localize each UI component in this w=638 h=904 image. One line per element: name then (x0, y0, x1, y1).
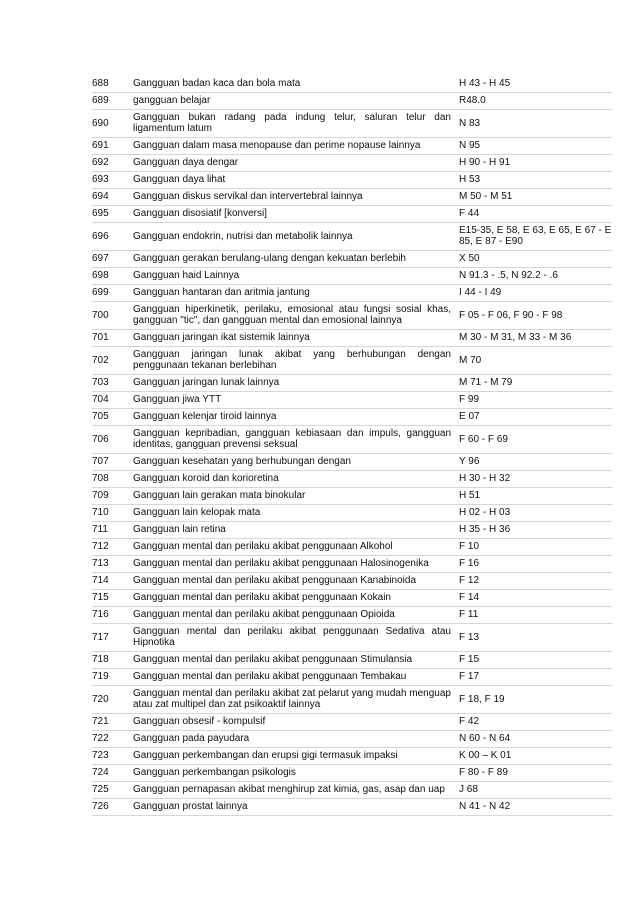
row-number: 700 (92, 309, 109, 321)
table-row (92, 782, 612, 799)
row-number: 708 (92, 473, 109, 484)
icd-code: F 13 (459, 631, 480, 643)
icd-code: R48.0 (459, 95, 486, 106)
row-number: 703 (92, 377, 109, 388)
icd-code: F 42 (459, 716, 480, 727)
icd-code: M 70 (459, 354, 482, 366)
table-row (92, 454, 612, 471)
disease-name: Gangguan jaringan ikat sistemik lainnya (133, 332, 310, 343)
table-row (92, 268, 612, 285)
table-row (92, 731, 612, 748)
table-row (92, 624, 612, 652)
table-row (92, 652, 612, 669)
disease-name: Gangguan mental dan perilaku akibat penggunaan Halosinogenika (133, 558, 429, 569)
row-number: 716 (92, 609, 109, 620)
table-row (92, 765, 612, 782)
icd-code: M 30 - M 31, M 33 - M 36 (459, 332, 572, 343)
table-row (92, 426, 612, 454)
icd-code: H 43 - H 45 (459, 78, 511, 89)
row-number: 713 (92, 558, 109, 569)
table-row (92, 590, 612, 607)
icd-code: F 60 - F 69 (459, 433, 508, 445)
icd-code: H 51 (459, 490, 481, 501)
disease-name: Gangguan mental dan perilaku akibat penggunaan Kanabinoida (133, 575, 417, 586)
row-number: 692 (92, 157, 109, 168)
row-number: 719 (92, 671, 109, 682)
disease-name: Gangguan endokrin, nutrisi dan metabolik lainnya (133, 230, 353, 242)
disease-name: Gangguan jaringan lunak akibat yang berhubungan dengan penggunaan tekanan berlebihan (133, 349, 451, 371)
table-row (92, 76, 612, 93)
disease-name: Gangguan gerakan berulang-ulang dengan kekuatan berlebih (133, 253, 406, 264)
table-row (92, 251, 612, 268)
icd-code: I 44 - I 49 (459, 287, 502, 298)
icd-code: F 15 (459, 654, 480, 665)
row-number: 710 (92, 507, 109, 518)
table-body (92, 76, 612, 816)
row-number: 702 (92, 354, 109, 366)
icd-code: Y 96 (459, 456, 480, 467)
disease-name: Gangguan haid Lainnya (133, 270, 240, 281)
icd-code: M 50 - M 51 (459, 191, 513, 202)
disease-name: Gangguan daya dengar (133, 157, 239, 168)
row-number: 706 (92, 433, 109, 445)
table-row (92, 409, 612, 426)
icd-code: F 05 - F 06, F 90 - F 98 (459, 309, 563, 321)
row-number: 714 (92, 575, 109, 586)
icd-code: F 14 (459, 592, 480, 603)
disease-name: Gangguan mental dan perilaku akibat zat pelarut yang mudah menguap atau zat multipel dan zat psikoaktif lainnya (133, 688, 451, 710)
row-number: 701 (92, 332, 109, 343)
table-row (92, 330, 612, 347)
disease-name: Gangguan perkembangan psikologis (133, 767, 296, 778)
row-number: 695 (92, 208, 109, 219)
table-row (92, 375, 612, 392)
table-row (92, 302, 612, 330)
table-row (92, 539, 612, 556)
icd-code: F 18, F 19 (459, 693, 505, 705)
table-row (92, 93, 612, 110)
disease-name: Gangguan lain gerakan mata binokular (133, 490, 306, 501)
disease-name: Gangguan lain kelopak mata (133, 507, 261, 518)
table-row (92, 155, 612, 172)
row-number: 711 (92, 524, 108, 535)
icd-code: K 00 – K 01 (459, 750, 512, 761)
icd-code: F 12 (459, 575, 480, 586)
table-row (92, 206, 612, 223)
disease-name: Gangguan hantaran dan aritmia jantung (133, 287, 310, 298)
row-number: 718 (92, 654, 109, 665)
icd-code: F 16 (459, 558, 480, 569)
icd-code: N 95 (459, 140, 481, 151)
row-number: 717 (92, 631, 109, 643)
disease-name: Gangguan mental dan perilaku akibat penggunaan Stimulansia (133, 654, 413, 665)
table-row (92, 223, 612, 251)
disease-name: Gangguan pernapasan akibat menghirup zat kimia, gas, asap dan uap (133, 784, 445, 795)
icd-code: E15-35, E 58, E 63, E 65, E 67 - E 85, E 87 - E90 (459, 225, 612, 247)
table-row (92, 505, 612, 522)
icd-code: F 17 (459, 671, 480, 682)
disease-name: Gangguan kelenjar tiroid lainnya (133, 411, 277, 422)
icd-code: H 90 - H 91 (459, 157, 511, 168)
row-number: 698 (92, 270, 109, 281)
disease-name: Gangguan mental dan perilaku akibat penggunaan Kokain (133, 592, 391, 603)
disease-name: Gangguan diskus servikal dan intervertebral lainnya (133, 191, 363, 202)
table-row (92, 556, 612, 573)
row-number: 712 (92, 541, 109, 552)
table-row (92, 714, 612, 731)
row-number: 723 (92, 750, 109, 761)
table-row (92, 471, 612, 488)
disease-name: Gangguan daya lihat (133, 174, 226, 185)
table-row (92, 189, 612, 206)
row-number: 699 (92, 287, 109, 298)
icd-code: J 68 (459, 784, 478, 795)
row-number: 726 (92, 801, 109, 812)
disease-name: Gangguan dalam masa menopause dan perime nopause lainnya (133, 140, 421, 151)
icd-code: F 10 (459, 541, 480, 552)
disease-name: Gangguan perkembangan dan erupsi gigi termasuk impaksi (133, 750, 398, 761)
row-number: 721 (92, 716, 109, 727)
table-row (92, 347, 612, 375)
icd-code-table (92, 76, 612, 816)
table-row (92, 522, 612, 539)
disease-name: Gangguan lain retina (133, 524, 226, 535)
disease-name: Gangguan obsesif - kompulsif (133, 716, 266, 727)
disease-name: Gangguan kesehatan yang berhubungan dengan (133, 456, 351, 467)
table-row (92, 138, 612, 155)
icd-code: F 99 (459, 394, 480, 405)
table-row (92, 799, 612, 816)
disease-name: Gangguan hiperkinetik, perilaku, emosional atau fungsi sosial khas, gangguan "tic", dan gangguan mental dan emosional lainnya (133, 304, 451, 326)
disease-name: Gangguan mental dan perilaku akibat penggunaan Opioida (133, 609, 395, 620)
table-row (92, 607, 612, 624)
icd-code: M 71 - M 79 (459, 377, 513, 388)
disease-name: gangguan belajar (133, 95, 211, 106)
icd-code: H 35 - H 36 (459, 524, 511, 535)
table-row (92, 285, 612, 302)
table-row (92, 110, 612, 138)
row-number: 688 (92, 78, 109, 89)
disease-name: Gangguan disosiatif [konversi] (133, 208, 267, 219)
icd-code: E 07 (459, 411, 480, 422)
table-row (92, 392, 612, 409)
icd-code: H 02 - H 03 (459, 507, 511, 518)
disease-name: Gangguan kepribadian, gangguan kebiasaan dan impuls, gangguan identitas, gangguan prevensi seksual (133, 428, 451, 450)
table-row (92, 573, 612, 590)
icd-code: H 30 - H 32 (459, 473, 511, 484)
row-number: 705 (92, 411, 109, 422)
icd-code: N 41 - N 42 (459, 801, 511, 812)
disease-name: Gangguan jiwa YTT (133, 394, 222, 405)
row-number: 720 (92, 693, 109, 705)
icd-code: N 60 - N 64 (459, 733, 511, 744)
row-number: 693 (92, 174, 109, 185)
row-number: 689 (92, 95, 109, 106)
disease-name: Gangguan mental dan perilaku akibat penggunaan Alkohol (133, 541, 393, 552)
disease-name: Gangguan bukan radang pada indung telur, saluran telur dan ligamentum latum (133, 112, 451, 134)
disease-name: Gangguan prostat lainnya (133, 801, 248, 812)
row-number: 694 (92, 191, 109, 202)
row-number: 724 (92, 767, 109, 778)
row-number: 704 (92, 394, 109, 405)
icd-code: F 11 (459, 609, 479, 620)
disease-name: Gangguan badan kaca dan bola mata (133, 78, 301, 89)
icd-code: X 50 (459, 253, 480, 264)
row-number: 707 (92, 456, 109, 467)
disease-name: Gangguan pada payudara (133, 733, 250, 744)
icd-code: H 53 (459, 174, 481, 185)
disease-name: Gangguan koroid dan korioretina (133, 473, 279, 484)
row-number: 690 (92, 117, 109, 129)
row-number: 697 (92, 253, 109, 264)
disease-name: Gangguan mental dan perilaku akibat penggunaan Tembakau (133, 671, 407, 682)
table-row (92, 172, 612, 189)
row-number: 722 (92, 733, 109, 744)
row-number: 691 (92, 140, 109, 151)
row-number: 709 (92, 490, 109, 501)
icd-code: F 44 (459, 208, 480, 219)
icd-code: N 83 (459, 117, 481, 129)
row-number: 715 (92, 592, 109, 603)
table-row (92, 488, 612, 505)
row-number: 725 (92, 784, 109, 795)
table-row (92, 686, 612, 714)
disease-name: Gangguan jaringan lunak lainnya (133, 377, 280, 388)
table-row (92, 748, 612, 765)
row-number: 696 (92, 230, 109, 242)
disease-name: Gangguan mental dan perilaku akibat penggunaan Sedativa atau Hipnotika (133, 626, 451, 648)
icd-code: F 80 - F 89 (459, 767, 508, 778)
table-row (92, 669, 612, 686)
icd-code: N 91.3 - .5, N 92.2 - .6 (459, 270, 558, 281)
